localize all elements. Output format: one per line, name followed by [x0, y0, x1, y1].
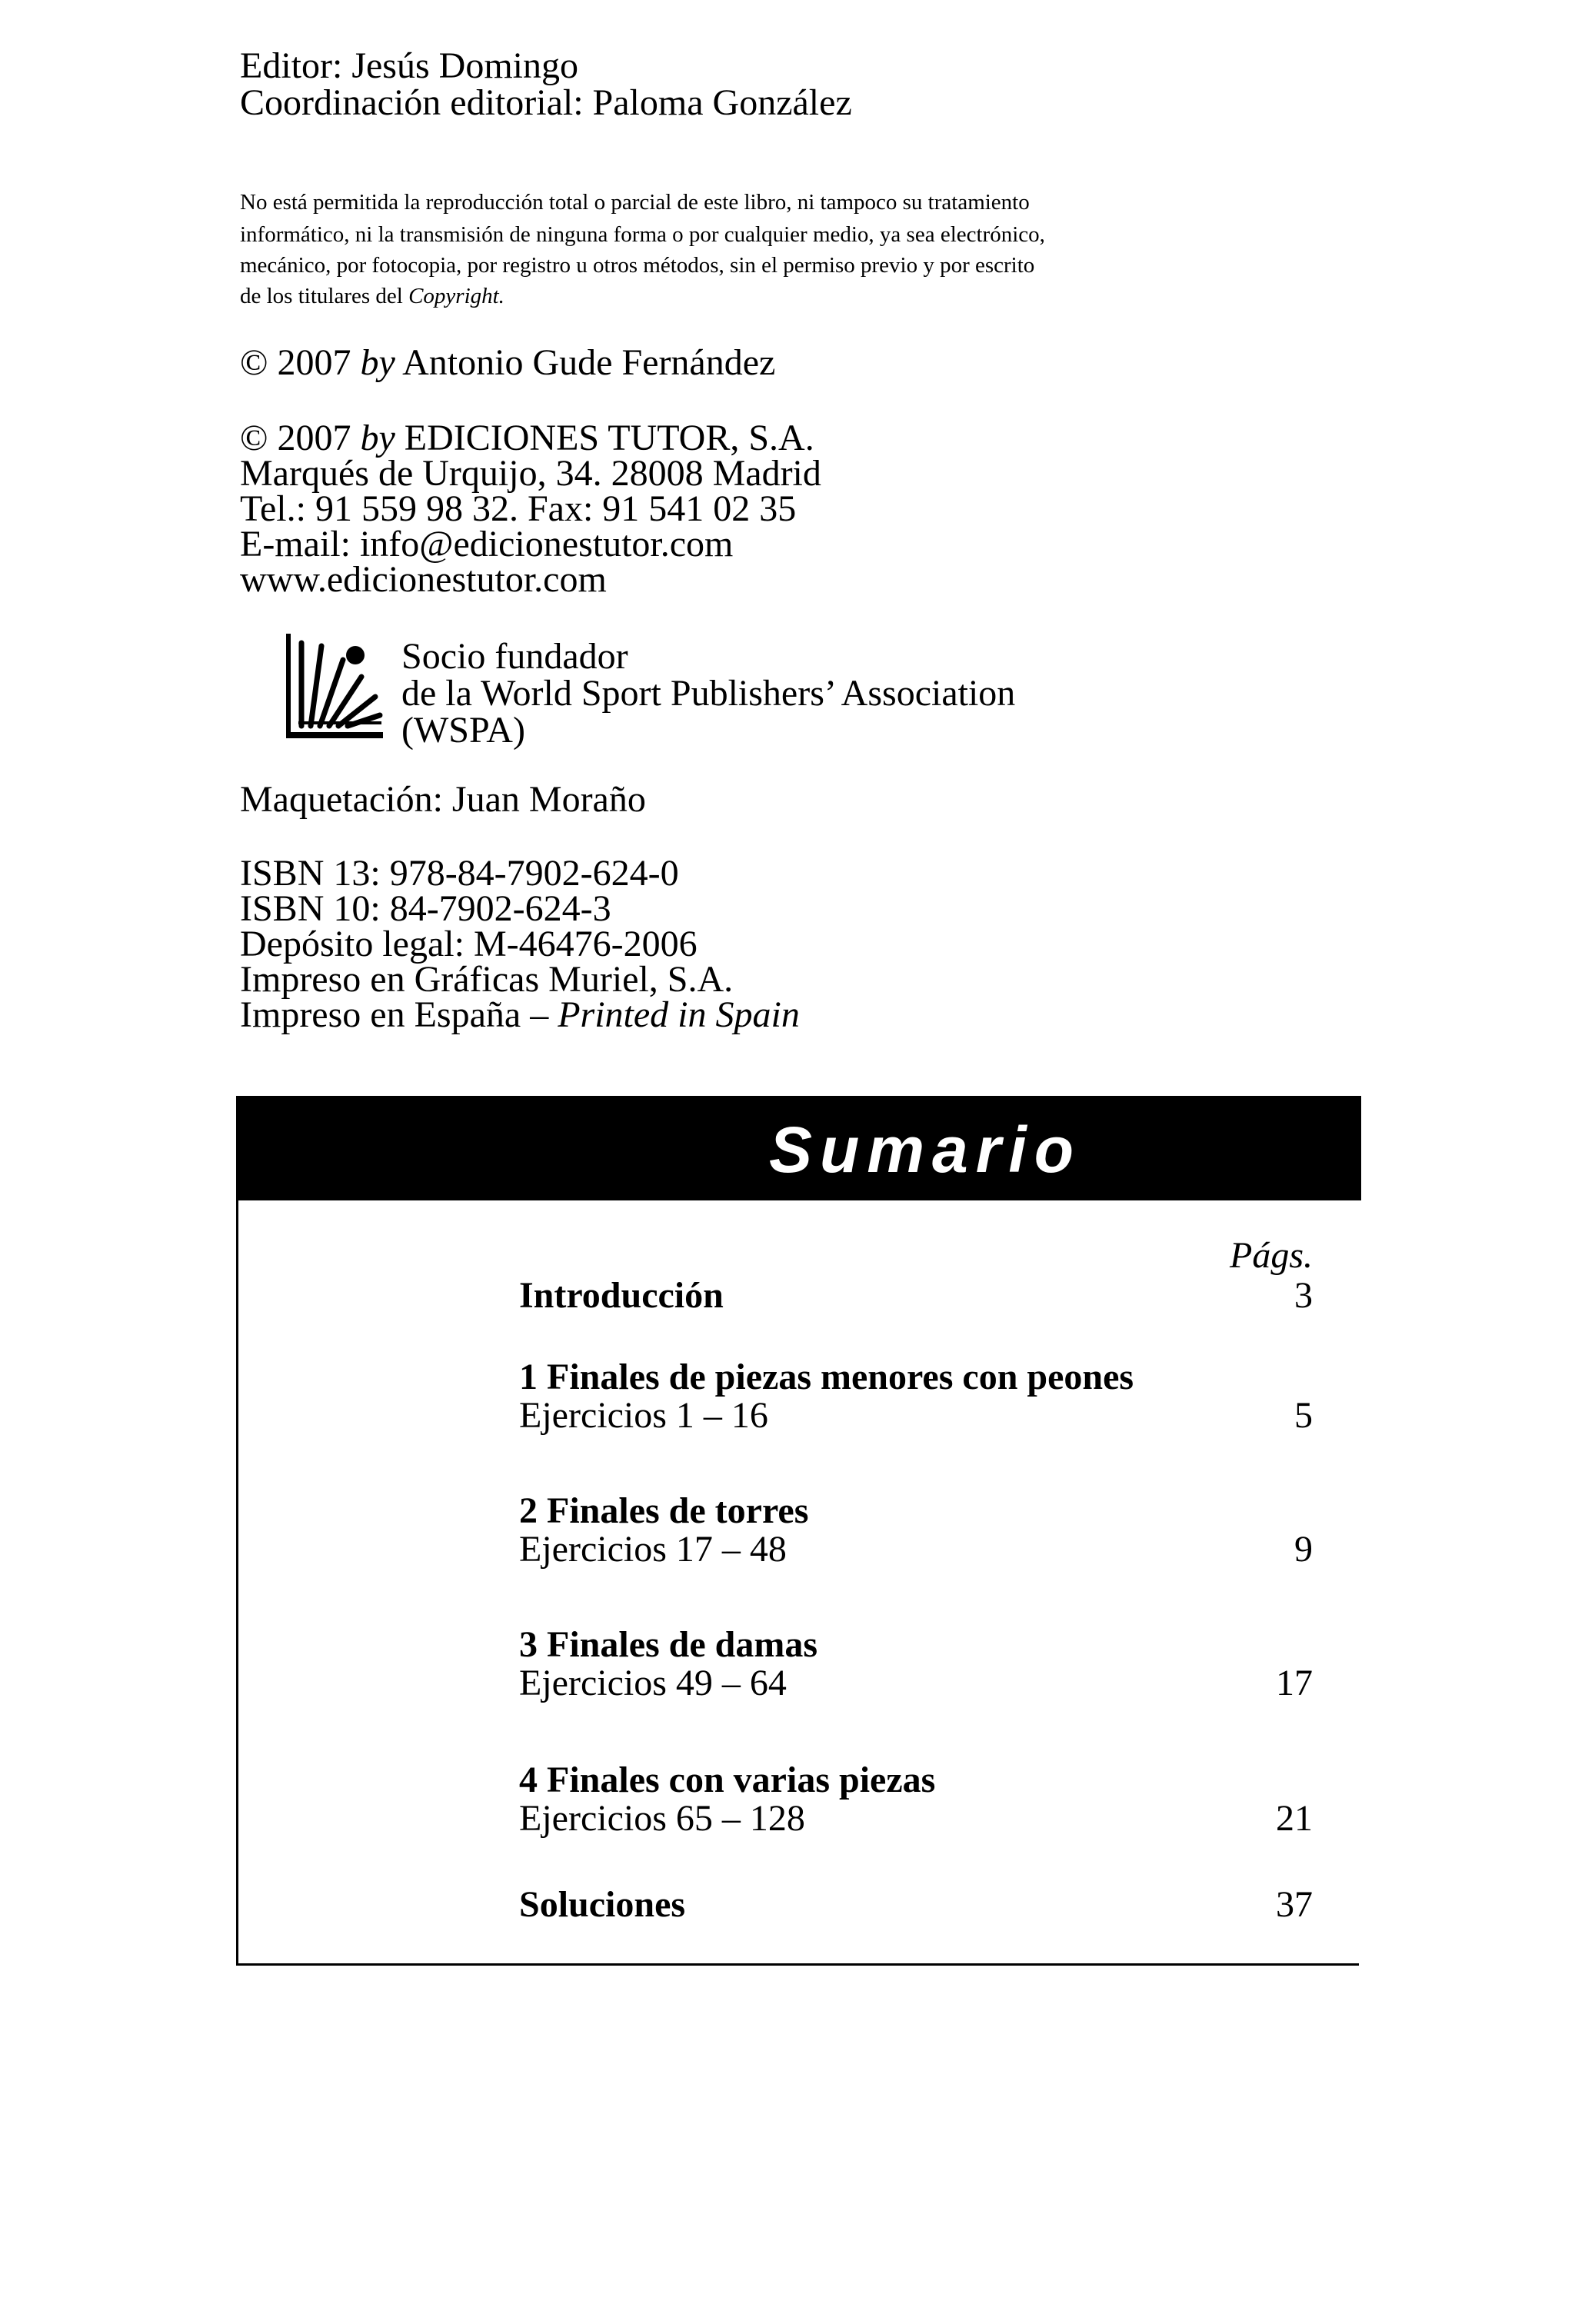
toc-page-number: 21 [1276, 1798, 1313, 1839]
legal-line: mecánico, por fotocopia, por registro u otros métodos, sin el permiso previo y por escrito [240, 253, 1035, 278]
copyright-prefix: © 2007 [240, 342, 361, 383]
chapter-title: 3 Finales de damas [519, 1624, 818, 1665]
pages-label: Págs. [1230, 1235, 1313, 1276]
toc-page-number: 5 [1294, 1395, 1313, 1436]
legal-deposit: Depósito legal: M-46476-2006 [240, 924, 698, 964]
toc-solutions: Soluciones [519, 1884, 686, 1925]
toc-page-number: 37 [1276, 1884, 1313, 1925]
wspa-line: Socio fundador [401, 636, 628, 677]
printed-in [240, 994, 800, 1035]
wspa-line: de la World Sport Publishers’ Association [401, 673, 1016, 714]
printed-in-english: Printed in Spain [558, 994, 800, 1035]
printer-credit: Impreso en Gráficas Muriel, S.A. [240, 959, 734, 1000]
toc-page-number: 17 [1276, 1663, 1313, 1703]
chapter-title: 2 Finales de torres [519, 1490, 809, 1531]
author-copyright [240, 342, 776, 383]
copyright-word: Copyright. [408, 284, 504, 308]
isbn10: ISBN 10: 84-7902-624-3 [240, 888, 611, 929]
copyright-prefix: © 2007 [240, 418, 361, 458]
publisher-name: EDICIONES TUTOR, S.A. [395, 418, 814, 458]
legal-line: No está permitida la reproducción total o parcial de este libro, ni tampoco su tratamiento [240, 190, 1030, 215]
publisher-address: Marqués de Urquijo, 34. 28008 Madrid [240, 453, 821, 494]
toc-page-number: 3 [1294, 1275, 1313, 1316]
legal-line: informático, ni la transmisión de ninguna forma o por cualquier medio, ya sea electrónico, [240, 222, 1045, 247]
chapter-exercises: Ejercicios 17 – 48 [519, 1529, 787, 1570]
isbn13: ISBN 13: 978-84-7902-624-0 [240, 853, 679, 894]
table-of-contents [236, 1096, 1359, 1966]
legal-line [240, 283, 504, 309]
by-word: by [360, 342, 395, 383]
publisher-website: www.edicionestutor.com [240, 559, 607, 600]
toc-page-number: 9 [1294, 1529, 1313, 1570]
layout-credit: Maquetación: Juan Moraño [240, 779, 646, 820]
credits-block [240, 0, 1394, 1077]
toc-introduction: Introducción [519, 1275, 724, 1316]
legal-line-text: de los titulares del [240, 284, 409, 308]
toc-title: Sumario [769, 1114, 1082, 1186]
chapter-exercises: Ejercicios 65 – 128 [519, 1798, 805, 1839]
chapter-title: 4 Finales con varias piezas [519, 1760, 936, 1800]
publisher-phone: Tel.: 91 559 98 32. Fax: 91 541 02 35 [240, 488, 797, 529]
publisher-email: E-mail: info@edicionestutor.com [240, 524, 734, 564]
publisher-copyright [240, 420, 814, 457]
coordination-credit: Coordinación editorial: Paloma González [240, 82, 852, 123]
chapter-exercises: Ejercicios 1 – 16 [519, 1395, 768, 1436]
wspa-line: (WSPA) [401, 710, 525, 751]
by-word: by [360, 418, 395, 458]
printed-in-text: Impreso en España – [240, 994, 558, 1035]
editor-credit: Editor: Jesús Domingo [240, 45, 578, 86]
author-name: Antonio Gude Fernández [395, 342, 776, 383]
toc-banner [238, 1096, 1361, 1200]
chapter-title: 1 Finales de piezas menores con peones [519, 1357, 1134, 1397]
wspa-logo-icon [285, 632, 385, 740]
chapter-exercises: Ejercicios 49 – 64 [519, 1663, 787, 1703]
